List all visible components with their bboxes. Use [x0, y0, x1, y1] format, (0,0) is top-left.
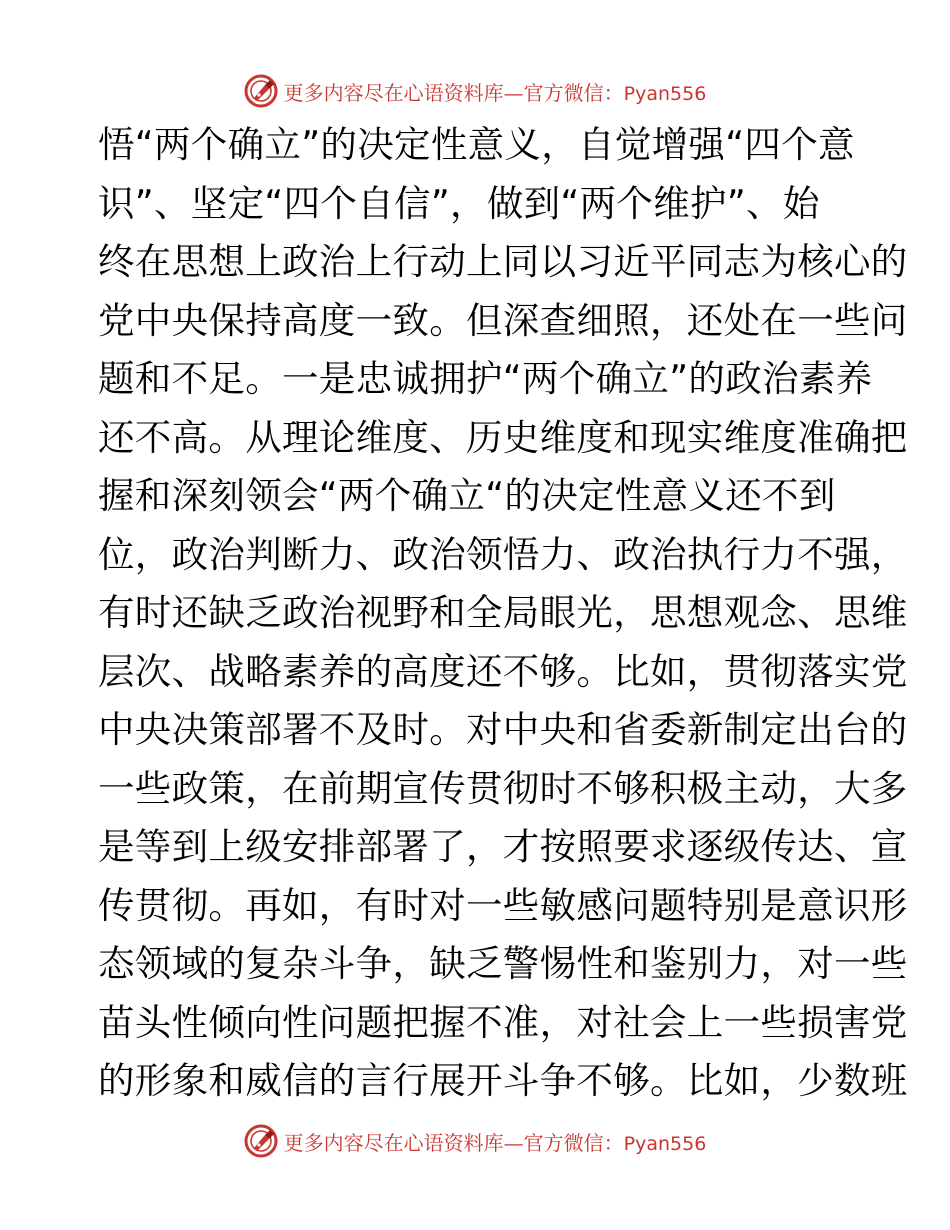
body-line: 悟“两个确立”的决定性意义，自觉增强“四个意	[98, 123, 855, 166]
footer-banner-text	[284, 1127, 707, 1156]
body-line: 态领域的复杂斗争，缺乏警惕性和鉴别力，对一些	[98, 942, 908, 985]
footer-banner-suffix: 官方微信：	[523, 1130, 624, 1155]
header-banner-title: 更多内容尽在心语资料库	[283, 80, 504, 105]
body-text	[98, 116, 908, 1111]
body-line: 一些政策，在前期宣传贯彻时不够积极主动，大多	[98, 766, 908, 810]
body-line: 握和深刻领会“两个确立“的决定性意义还不到	[98, 474, 836, 517]
body-line: 传贯彻。再如，有时对一些敏感问题特别是意识形	[98, 883, 908, 927]
body-line: 识”、坚定“四个自信”，做到“两个维护”、始	[98, 181, 820, 225]
body-line: 层次、战略素养的高度还不够。比如，贯彻落实党	[98, 649, 908, 693]
body-line: 的形象和威信的言行展开斗争不够。比如，少数班	[98, 1059, 908, 1102]
footer-banner	[0, 1121, 950, 1161]
body-line: 是等到上级安排部署了，才按照要求逐级传达、宣	[98, 825, 908, 868]
footer-banner-title: 更多内容尽在心语资料库	[283, 1130, 504, 1155]
body-line: 有时还缺乏政治视野和全局眼光，思想观念、思维	[98, 591, 908, 634]
body-line: 苗头性倾向性问题把握不准，对社会上一些损害党	[98, 1000, 908, 1044]
header-banner-suffix: 官方微信：	[523, 80, 624, 105]
footer-banner-account: Pyan556	[623, 1132, 707, 1155]
header-banner-account: Pyan556	[623, 82, 707, 105]
footer-banner-dash: —	[503, 1130, 524, 1155]
body-line: 中央决策部署不及时。对中央和省委新制定出台的	[98, 708, 908, 751]
header-banner-dash: —	[503, 80, 524, 105]
header-banner	[0, 71, 950, 111]
body-line: 还不高。从理论维度、历史维度和现实维度准确把	[98, 415, 908, 459]
pen-nib-circle-icon	[244, 1124, 278, 1158]
body-line: 题和不足。一是忠诚拥护“两个确立”的政治素养	[98, 357, 873, 400]
body-line: 位，政治判断力、政治领悟力、政治执行力不强，	[98, 532, 908, 576]
body-line: 党中央保持高度一致。但深查细照，还处在一些问	[98, 298, 908, 342]
pen-nib-circle-icon	[244, 74, 278, 108]
header-banner-text	[284, 77, 707, 106]
body-line: 终在思想上政治上行动上同以习近平同志为核心的	[98, 240, 908, 283]
